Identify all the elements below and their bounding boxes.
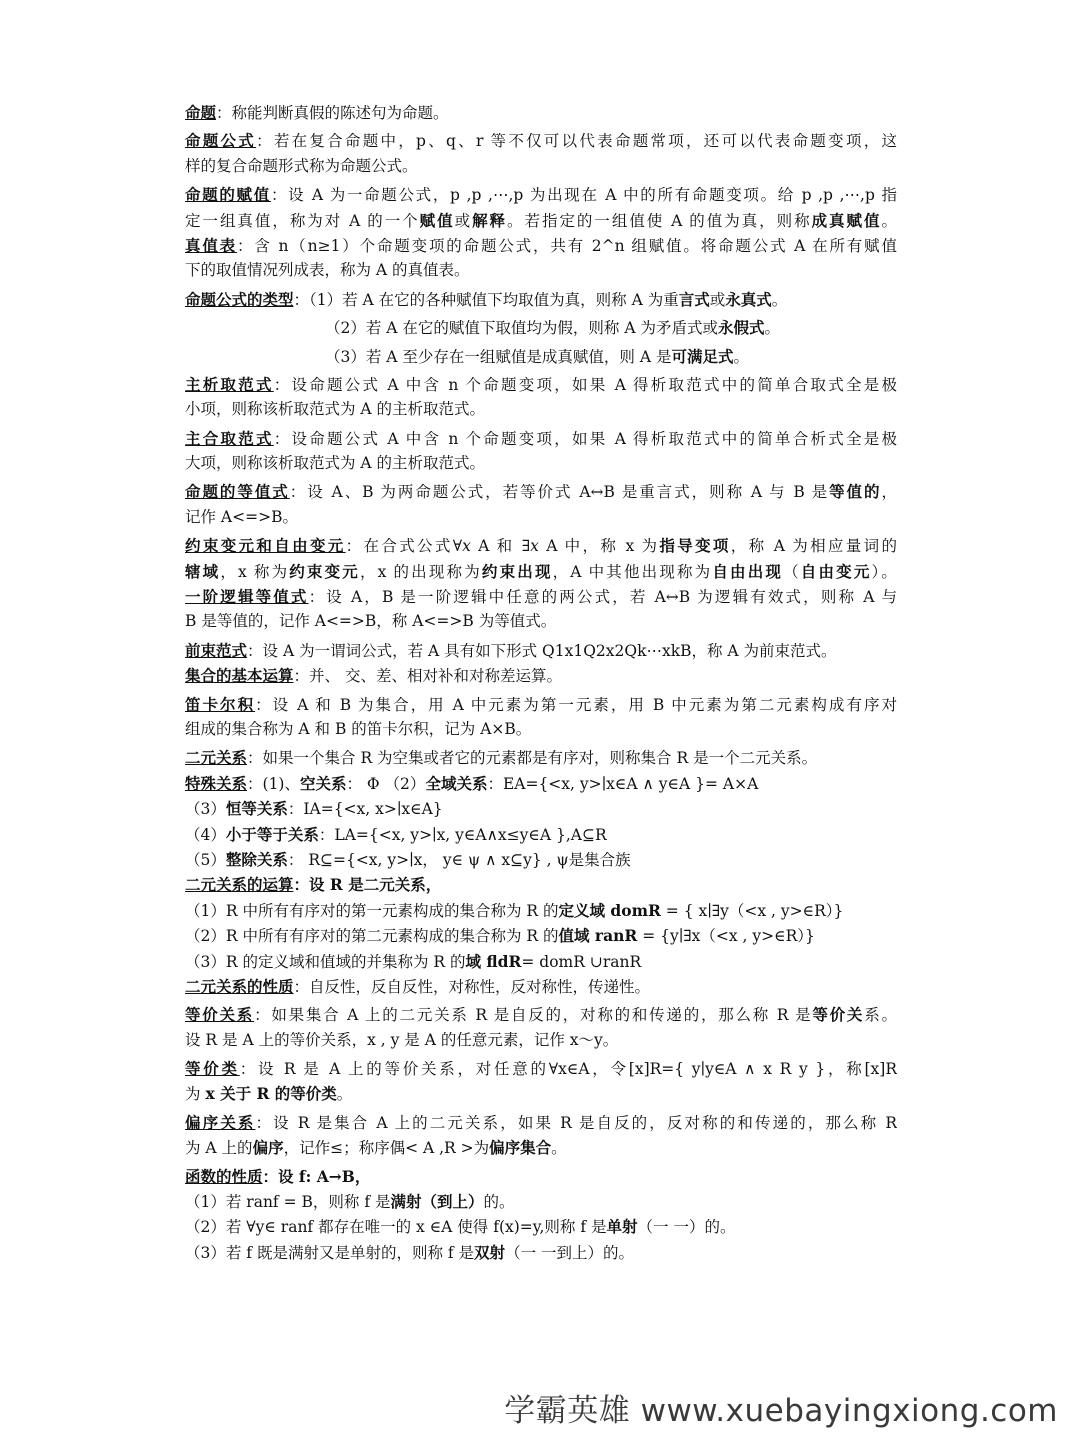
term-equivalence-relation: 等价关系 (185, 1005, 255, 1025)
line-bound-variables-cont: 辖域，x 称为约束变元，x 的出现称为约束出现，A 中其他出现称为自由出现（自由变元）。 (185, 561, 897, 581)
line-equivalence: 命题的等值式：设 A、B 为两命题公式，若等价式 A↔B 是重言式，则称 A 与 B 是等值的， (185, 482, 897, 502)
term-bound-free-variables: 约束变元和自由变元 (185, 536, 346, 556)
term-formula-types: 命题公式的类型 (185, 289, 294, 309)
term-prenex: 前束范式 (185, 640, 248, 660)
line-partial-order-cont: 为 A 上的偏序，记作≤；称序偶< A ,R >为偏序集合。 (185, 1138, 567, 1158)
term-proposition: 命题 (185, 103, 217, 122)
line-proposition-def: 命题：称能判断真假的陈述句为命题。 (185, 103, 449, 122)
term-set-operations: 集合的基本运算 (185, 666, 294, 686)
line-leq-relation: （4）小于等于关系：LA={<x, y>∣x, y∈A∧x≤y∈A },A⊆R (185, 824, 607, 844)
document-body (185, 100, 897, 1265)
footer-site: www.xuebayingxiong.com (640, 1393, 1058, 1429)
line-binary-relation: 二元关系：如果一个集合 R 为空集或者它的元素都是有序对，则称集合 R 是一个二元关系。 (185, 748, 818, 768)
line-cartesian-cont: 组成的集合称为 A 和 B 的笛卡尔积，记为 A×B。 (185, 719, 532, 738)
line-field: （3）R 的定义域和值域的并集称为 R 的域 fldR= domR ∪ranR (185, 951, 642, 971)
term-proposition-formula: 命题公式 (185, 131, 257, 151)
line-function-properties: 函数的性质：设 f: A→B， (185, 1166, 371, 1186)
line-formula-types-2: （2）若 A 在它的赋值下取值均为假，则称 A 为矛盾式或永假式。 (325, 318, 780, 338)
line-pdnf: 主析取范式：设命题公式 A 中含 n 个命题变项，如果 A 得析取范式中的简单合取式全是极 (185, 374, 897, 394)
line-pdnf-cont: 小项，则称该析取范式为 A 的主析取范式。 (185, 400, 486, 419)
line-proposition-formula-cont: 样的复合命题形式称为命题公式。 (185, 156, 418, 175)
term-binary-relation: 二元关系 (185, 748, 248, 768)
term-assignment: 命题的赋值 (185, 185, 271, 205)
line-domain: （1）R 中所有有序对的第一元素构成的集合称为 R 的定义域 domR = { x∣∃y（<x , y>∈R）} (185, 900, 844, 920)
line-bijection: （3）若 f 既是满射又是单射的，则称 f 是双射（一 一到上）的。 (185, 1242, 634, 1262)
line-relation-operations: 二元关系的运算：设 R 是二元关系， (185, 875, 442, 895)
term-truth-table: 真值表 (185, 235, 238, 255)
line-proposition-formula: 命题公式：若在复合命题中，p、q、r 等不仅可以代表命题常项，还可以代表命题变项，这 (185, 131, 897, 151)
term-cartesian: 笛卡尔积 (185, 694, 256, 714)
term-special-relations: 特殊关系 (185, 773, 248, 793)
line-truth-table: 真值表：含 n（n≥1）个命题变项的命题公式，共有 2^n 组赋值。将命题公式 A 在所有赋值 (185, 235, 897, 255)
line-injection: （2）若 ∀y∈ ranf 都存在唯一的 x ∈A 使得 f(x)=y,则称 f 是单射（一 一）的。 (185, 1217, 736, 1237)
line-pcnf-cont: 大项，则称该析取范式为 A 的主析取范式。 (185, 454, 486, 473)
term-fol-equivalence: 一阶逻辑等值式 (185, 587, 309, 607)
line-assignment: 命题的赋值：设 A 为一命题公式，p ,p ,⋯,p 为出现在 A 中的所有命题变项。给 p ,p ,⋯,p 指 (185, 185, 897, 205)
line-formula-types-3: （3）若 A 至少存在一组赋值是成真赋值，则 A 是可满足式。 (325, 346, 749, 366)
line-equivalence-relation-cont: 设 R 是 A 上的等价关系，x , y 是 A 的任意元素，记作 x～y。 (185, 1030, 619, 1049)
line-formula-types: 命题公式的类型：（1）若 A 在它的各种赋值下均取值为真，则称 A 为重言式或永真式。 (185, 289, 788, 309)
term-partial-order: 偏序关系 (185, 1112, 256, 1132)
term-pcnf: 主合取范式 (185, 428, 274, 448)
line-range: （2）R 中所有有序对的第二元素构成的集合称为 R 的值域 ranR = {y∣∃x（<x , y>∈R）} (185, 926, 815, 946)
line-identity-relation: （3）恒等关系：IA={<x, x>∣x∈A} (185, 799, 443, 819)
line-equivalence-relation: 等价关系：如果集合 A 上的二元关系 R 是自反的，对称的和传递的，那么称 R 是等价关系。 (185, 1005, 897, 1025)
footer-brand: 学霸英雄 (504, 1393, 631, 1429)
term-relation-properties: 二元关系的性质 (185, 976, 294, 996)
line-fol-equivalence: 一阶逻辑等值式：设 A，B 是一阶逻辑中任意的两公式，若 A↔B 为逻辑有效式，则称 A 与 (185, 587, 897, 607)
line-equivalence-cont: 记作 A<=>B。 (185, 507, 298, 526)
line-relation-properties: 二元关系的性质：自反性，反自反性，对称性，反对称性，传递性。 (185, 976, 651, 996)
line-prenex: 前束范式：设 A 为一谓词公式，若 A 具有如下形式 Q1x1Q2x2Qk⋯xkB，称 A 为前束范式。 (185, 640, 837, 660)
line-divides-relation: （5）整除关系： R⊆={<x, y>∣x， y∈ ψ ∧ x⊆y} , ψ是集合族 (185, 849, 631, 869)
term-relation-operations: 二元关系的运算 (185, 875, 294, 895)
line-equivalence-class-cont: 为 x 关于 R 的等价类。 (185, 1084, 353, 1104)
line-equivalence-class: 等价类：设 R 是 A 上的等价关系，对任意的∀x∈A，令[x]R={ y∣y∈A ∧ x R y }，称[x]R (185, 1059, 897, 1079)
term-pdnf: 主析取范式 (185, 374, 274, 394)
term-equivalence-class: 等价类 (185, 1059, 240, 1079)
term-function-properties: 函数的性质 (185, 1166, 263, 1186)
line-cartesian: 笛卡尔积：设 A 和 B 为集合，用 A 中元素为第一元素，用 B 中元素为第二元素构成有序对 (185, 694, 897, 714)
term-equivalence: 命题的等值式 (185, 482, 290, 502)
line-special-relations: 特殊关系：(1)、空关系： Φ （2）全域关系：EA={<x, y>∣x∈A ∧ y∈A }= A×A (185, 773, 759, 793)
line-set-operations: 集合的基本运算：并、 交、差、相对补和对称差运算。 (185, 666, 562, 686)
line-fol-equivalence-cont: B 是等值的，记作 A<=>B，称 A<=>B 为等值式。 (185, 612, 557, 631)
line-partial-order: 偏序关系：设 R 是集合 A 上的二元关系，如果 R 是自反的，反对称的和传递的，那么称 R (185, 1112, 897, 1132)
line-assignment-cont: 定一组真值，称为对 A 的一个赋值或解释。若指定的一组值使 A 的值为真，则称成真赋值。 (185, 210, 897, 230)
line-bound-variables: 约束变元和自由变元：在合式公式∀x A 和 ∃x A 中，称 x 为指导变项，称 A 为相应量词的 (185, 536, 897, 556)
footer-watermark (504, 1385, 1058, 1430)
line-surjection: （1）若 ranf = B，则称 f 是满射（到上）的。 (185, 1192, 515, 1212)
line-pcnf: 主合取范式：设命题公式 A 中含 n 个命题变项，如果 A 得析取范式中的简单合析式全是极 (185, 428, 897, 448)
line-truth-table-cont: 下的取值情况列成表，称为 A 的真值表。 (185, 261, 470, 280)
